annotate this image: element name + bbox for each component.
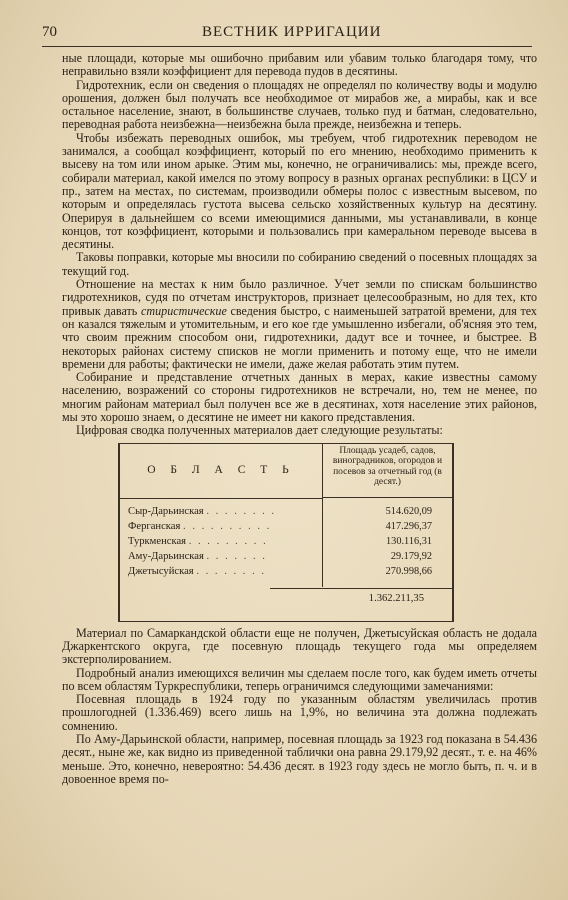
paragraph: Материал по Самаркандской области еще не получен, Джетысуйская область не додала Джаркентского округа, где посевную площадь текущего года мы определяем экстерполированием. — [62, 625, 537, 667]
paragraph: Чтобы избежать переводных ошибок, мы требуем, чтоб гидротехник переводом не занимался, а сообщал коэффициент, который по его мнению, необходимо применить к высеву на том или ином арыке. Этим мы, конечно, не ограничивались: мы, прежде всего, собирали материал, какой имелся по этому вопросу в разных органах республики: в ЦСУ и пр., затем на местах, по системам, производили обмеры полос с известным высевом, по которым и определялась густота высева сельско хозяйственных культур на десятину. Оперируя в дальнейшем со всеми имеющимися данными, мы устанавливали, в конце концов, тот коэффициент, которыми и пользовались при камеральном переводе высева в десятины. — [62, 130, 537, 252]
region-name: Аму-Дарьинская — [128, 551, 204, 563]
page-number: 70 — [42, 24, 57, 40]
paragraph-text: Отношение на местах к ним было различное. Учет земли по спискам большинство гидротехников, судя по отчетам инструкторов, признает целесообразным, но для тех, кто привык давать — [62, 277, 537, 318]
paragraph — [62, 278, 537, 371]
table-total: 1.362.211,35 — [368, 592, 424, 604]
paragraph: Подробный анализ имеющихся величин мы сделаем после того, как будем иметь отчеты по всем областям Туркреспублики, теперь ограничимся следующими замечаниями: — [62, 665, 537, 693]
region-name: Туркменская — [128, 535, 187, 547]
paragraph: Посевная площадь в 1924 году по указанным областям увеличилась против прошлогодней (1.336.469) всего лишь на 1,9%, но величина эта должна подлежать сомнению. — [62, 692, 537, 733]
region-name: Сыр-Дарьинская — [128, 505, 204, 517]
leader-dots: . . . . . . . . — [206, 505, 277, 517]
area-value: 270.998,66 — [385, 566, 432, 578]
summary-table — [118, 443, 454, 621]
journal-title: ВЕСТНИК ИРРИГАЦИИ — [202, 24, 382, 40]
paragraph: Собирание и представление отчетных данных в мерах, какие известны самому населению, возражений со стороны гидротехников не встречали, но, тем не менее, по многим районам материал был получен все же в десятинах, хотя население этих районов, мы это хорошо знаем, о десятине не имеет ни какого представления. — [62, 370, 537, 425]
leader-dots: . . . . . . . . — [196, 566, 267, 578]
emphasized-word: стиристические — [141, 303, 227, 318]
paragraph: Таковы поправки, которые мы вносили по собиранию сведений о посевных площадях за текущий год. — [62, 250, 537, 278]
paragraph: Гидротехник, если он сведения о площадях не определял по количеству воды и модулю орошения, должен был получать все необходимое от мирабов же, а мирабы, как и все остальное население, знают, в большинстве случаев, только пуд и батман, следовательно, переводная работа неизбежна—неизбежна была прежде, неизбежна и теперь. — [62, 77, 537, 132]
area-value: 417.296,37 — [385, 520, 432, 532]
paragraph: ные площади, которые мы ошибочно прибавим или убавим только благодаря тому, что неправильно взяли коэффициент для перевода пудов в десятины. — [62, 51, 537, 79]
table-row — [128, 534, 450, 549]
table-bottom-border — [118, 621, 454, 622]
table-row — [128, 519, 450, 534]
paragraph-text: сведения быстро, с наименьшей затратой времени, для тех он казался тяжелым и утомительным, и его кое где умышленно избегали, об'ясняя это тем, что своим прежним способом они, гидротехники, дадут все и точнее, и быстрее. В некоторых районах систему списков не могли применить и потому еще, что не имели времени для работы; фактически не имели, даже желая работать этим путем. — [62, 303, 537, 371]
table-row — [128, 564, 450, 579]
leader-dots: . . . . . . . — [206, 551, 267, 563]
table-row — [128, 504, 450, 519]
area-value: 29.179,92 — [390, 551, 432, 563]
table-header-area: Площадь усадеб, садов, виноградников, огородов и посевов за отчетный год (в десят.) — [323, 444, 452, 498]
paragraph: По Аму-Дарьинской области, например, посевная площадь за 1923 год показана в 54.436 десят., ныне же, как видно из приведенной таблички она равна 29.179,92 десят., т. е. на 46% меньше. Это, конечно, невероятно: 54.436 десят. в 1923 году здесь не могло быть, п. ч. и в довоенное время по- — [62, 731, 537, 786]
area-value: 514.620,09 — [385, 505, 432, 517]
page-header — [42, 22, 532, 47]
region-name: Джетысуйская — [128, 566, 194, 578]
table-header-region: О Б Л А С Т Ь — [120, 444, 323, 499]
article-body — [62, 52, 537, 786]
leader-dots: . . . . . . . . . . — [183, 520, 272, 532]
leader-dots: . . . . . . . . . — [188, 535, 268, 547]
region-name: Ферганская — [128, 520, 181, 532]
table-row — [128, 549, 450, 564]
sum-rule — [270, 588, 452, 589]
paragraph: Цифровая сводка полученных материалов дает следующие результаты: — [76, 423, 443, 438]
table-body — [128, 504, 450, 580]
area-value: 130.116,31 — [386, 535, 432, 547]
